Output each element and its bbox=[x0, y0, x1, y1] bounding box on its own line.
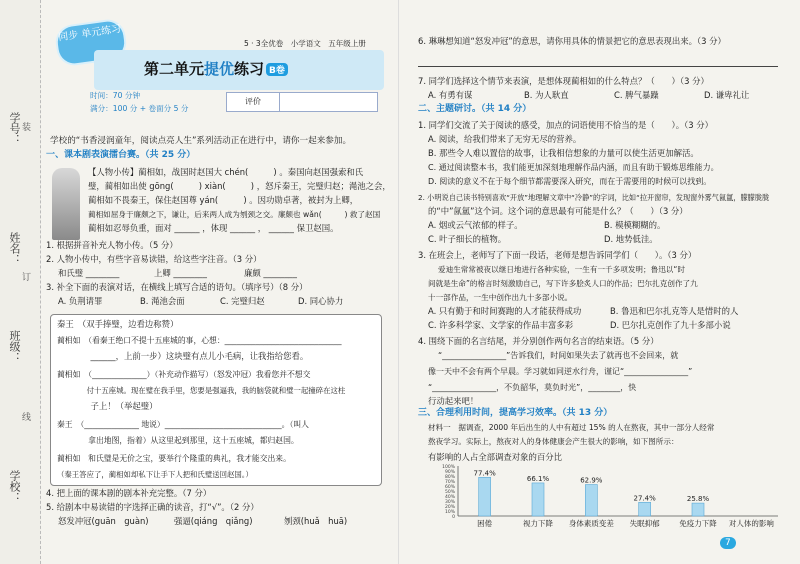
quote-line: 十一部作品，一生中创作出九十多部小说。 bbox=[428, 293, 573, 302]
s2-q2-cont: 的“中”氤氲”这个词。这个词的意思最有可能是什么？（ ）（3 分） bbox=[428, 206, 688, 216]
y-tick-label: 70% bbox=[444, 480, 455, 485]
s2-q3-option: A. 只有勤于和时间赛跑的人才能获得成功 bbox=[428, 306, 582, 316]
q7-option: A. 有勇有谋 bbox=[428, 90, 473, 100]
y-tick-label: 60% bbox=[444, 485, 455, 490]
x-tick-label: 免疫力下降 bbox=[679, 519, 717, 528]
intro-text: 学校的“书香浸润童年，阅读点亮人生”系列活动正在进行中，请你一起来参加。 bbox=[50, 136, 352, 146]
y-tick-label: 100% bbox=[442, 465, 455, 470]
binding-margin bbox=[0, 0, 41, 564]
bar bbox=[639, 502, 651, 516]
level-chip: B卷 bbox=[266, 63, 288, 76]
s2-q4-line: 行动起来吧！ bbox=[428, 396, 479, 406]
cut-mark-3: 线 bbox=[22, 413, 32, 423]
quote-line: 爱迪生常常被夜以继日地进行各种实验，一生有一千多项发明；鲁迅以“时 bbox=[438, 265, 685, 274]
bio-line: 蔺相如屈身于廉颇之下，谦让，后来两人成为刎颈之交。廉颇也 wǎn( ) 救了赵国 bbox=[88, 210, 381, 219]
x-tick-label: 困倦 bbox=[477, 519, 493, 528]
s2-q2-option: D. 地势低洼。 bbox=[604, 234, 658, 244]
s2-q4-line: “________________”告诉我们，时间如果失去了就再也不会回来，就 bbox=[438, 351, 679, 360]
bio-line: 蔺相如不畏秦王，保住赵国尊 yán( ) 。因功勋卓著，被封为上卿， bbox=[88, 195, 359, 205]
bar bbox=[692, 503, 704, 516]
score-info: 满分：100 分 + 卷面分 5 分 bbox=[90, 104, 189, 113]
y-tick-label: 50% bbox=[444, 490, 455, 495]
bar bbox=[585, 485, 597, 516]
dialog-line: 拿出地图，指着）从这里起到那里，这十五座城，都归赵国。 bbox=[57, 436, 299, 445]
q3: 3. 补全下面的表演对话，在横线上填写合适的语句。（填序号）（8 分） bbox=[46, 282, 308, 292]
statue-image bbox=[52, 168, 80, 240]
s2-q1-option: D. 阅读的意义不在于每个细节都需要深入研究，而在于需要用的时候可以找到。 bbox=[428, 177, 712, 186]
school-label: 学校： bbox=[8, 470, 21, 503]
left-page bbox=[44, 0, 391, 564]
q7: 7. 同学们选择这个情节来表演，是想体现蔺相如的什么特点？（ ）（3 分） bbox=[418, 76, 709, 86]
dialog-line: 蔺相如 （看秦王绝口不提十五座城的事，心想：______________________________ bbox=[57, 336, 342, 345]
dialog-line: 秦王 （双手捧璧，边看边称赞） bbox=[57, 319, 179, 329]
dialog-line: 付十五座城。现在璧在我手里，您要是强逼我，我的脑袋就和璧一起撞碎在这柱 bbox=[57, 386, 346, 395]
x-tick-label: 对人体的影响 bbox=[728, 519, 774, 528]
time-info: 时间：70 分钟 bbox=[90, 91, 141, 100]
s2-q1-option: B. 那些令人难以置信的故事，让我相信想象的力量可以使生活更加解活。 bbox=[428, 148, 699, 158]
y-tick-label: 20% bbox=[444, 505, 455, 510]
chart-title: 有影响的人占全部调查对象的百分比 bbox=[428, 452, 562, 462]
s2-q4: 4. 围绕下面的名言结尾，并分别创作两句名言的结束语。（5 分） bbox=[418, 336, 659, 346]
dialog-line: ______，上前一步）这块璧有点儿小毛病，让我指给您看。 bbox=[57, 351, 309, 361]
page-fold bbox=[398, 0, 399, 564]
dialog-line: 蔺相如 （______________）（补充动作描写）（怒发冲冠）我看您并不想交 bbox=[57, 370, 311, 379]
q3-option: D. 同心协力 bbox=[298, 296, 344, 306]
q5-item: 强逼(qiáng qiǎng) bbox=[174, 516, 253, 526]
q1: 1. 根据拼音补充人物小传。（5 分） bbox=[46, 240, 178, 250]
page-title: 第二单元提优练习 B卷 bbox=[144, 58, 288, 79]
number-label: 学号： bbox=[8, 112, 21, 145]
dialog-line: 秦王 （______________ 地说）______________________________。（叫人 bbox=[57, 420, 309, 429]
bio-line: 蔺相如忍辱负重，面对 ______ ，体现 ______ ， ______ 保卫赵国。 bbox=[88, 223, 339, 233]
evaluation-box[interactable]: 评价 bbox=[226, 92, 378, 112]
s2-q2-option: A. 烟或云气浓郁的样子。 bbox=[428, 220, 523, 230]
q2-word: 和氏璧 ________ bbox=[58, 268, 120, 278]
dialog-line: （秦王答应了，蔺相如却私下让手下人把和氏璧送回赵国。） bbox=[57, 470, 253, 479]
y-tick-label: 0 bbox=[452, 515, 455, 520]
data-label: 27.4% bbox=[633, 494, 656, 503]
y-tick-label: 40% bbox=[444, 495, 455, 500]
x-tick-label: 失眠抑郁 bbox=[629, 519, 660, 528]
s2-q1: 1. 同学们交流了关于阅读的感受，加点的词语使用不恰当的是（ ）。（3 分） bbox=[418, 120, 714, 130]
cut-mark-1: 装 bbox=[22, 123, 32, 133]
q5-item: 怒发冲冠(guān guàn) bbox=[58, 516, 149, 526]
s2-q3-option: D. 巴尔扎克创作了九十多部小说 bbox=[610, 320, 731, 330]
q2-word: 上卿 ________ bbox=[154, 268, 207, 278]
quote-line: 间就是生命”的格言时刻激励自己，写下许多脍炙人口的作品；巴尔扎克创作了九 bbox=[428, 279, 698, 288]
y-tick-label: 90% bbox=[444, 470, 455, 475]
q6: 6. 琳琳想知道“怒发冲冠”的意思，请你用具体的情景把它的意思表现出来。（3 分） bbox=[418, 36, 726, 46]
s2-q2-option: C. 叶子细长的植物。 bbox=[428, 234, 507, 244]
data-label: 77.4% bbox=[473, 469, 496, 478]
data-label: 62.9% bbox=[580, 476, 603, 485]
s2-q4-line: 像一天中不会有两个早晨。学习就如同逆水行舟，谨记“________________” bbox=[428, 367, 693, 376]
q7-option: D. 谦卑礼让 bbox=[704, 90, 750, 100]
sync-badge: 同步 单元练习 bbox=[56, 20, 127, 66]
q5: 5. 给剧本中易读错的字选择正确的读音，打“√”。（2 分） bbox=[46, 502, 259, 512]
x-tick-label: 视力下降 bbox=[523, 519, 553, 528]
s2-q4-line: “________________，不负韶华，莫负时光”，________，快 bbox=[428, 383, 637, 392]
s2-q1-option: A. 阅读，给我们带来了无穷无尽的营养。 bbox=[428, 134, 582, 144]
q5-item: 刎颈(huǎ huā) bbox=[284, 516, 348, 526]
q4: 4. 把上面的课本剧的剧本补充完整。（7 分） bbox=[46, 488, 212, 498]
cut-mark-2: 订 bbox=[22, 273, 32, 283]
y-tick-label: 80% bbox=[444, 475, 455, 480]
q7-option: B. 为人耿直 bbox=[524, 90, 569, 100]
dialog-line: 蔺相如 和氏璧是无价之宝，要举行个隆重的典礼，我才能交出来。 bbox=[57, 454, 291, 463]
q7-option: C. 脾气暴躁 bbox=[614, 90, 659, 100]
section-3-title: 三、合理利用时间，提高学习效率。（共 13 分） bbox=[418, 408, 613, 418]
s2-q2: 2. 小明说自己读书特别喜欢“开放”地理解文章中“冷静”的字词，比如“拉开窗帘，发现窗外雾气氤氲，朦朦胧胧 bbox=[418, 193, 770, 202]
s2-q1-option: C. 通过阅读整本书，我们能更加深刻地理解作品内涵，而且有助于锻炼思维能力。 bbox=[428, 163, 719, 172]
section-1-title: 一、课本剧表演擂台赛。（共 25 分） bbox=[46, 150, 196, 160]
data-label: 66.1% bbox=[526, 474, 550, 483]
material-text: 熬夜学习。实际上，熬夜对人的身体健康会产生很大的影响，如下图所示： bbox=[428, 437, 679, 446]
bio-line: 璧，蔺相如出使 gōng( ) xiàn( ) ，怒斥秦王，完璧归赵；渑池之会， bbox=[88, 181, 391, 191]
s2-q3-option: B. 鲁迅和巴尔扎克等人是惜时的人 bbox=[610, 306, 739, 316]
series-header: 5 · 3全优卷 小学语文 五年级上册 bbox=[244, 39, 366, 48]
x-tick-label: 身体素质变差 bbox=[568, 519, 614, 528]
q2-word: 廉颇 ________ bbox=[244, 268, 297, 278]
q3-option: B. 渑池会面 bbox=[140, 296, 185, 306]
q3-option: A. 负荆请罪 bbox=[58, 296, 103, 306]
bar bbox=[532, 483, 544, 516]
class-label: 班级： bbox=[8, 330, 21, 363]
dialog-line: 子上！（举起璧） bbox=[57, 401, 158, 411]
right-page bbox=[414, 0, 790, 564]
material-text: 材料一 据调查，2000 年后出生的人中有超过 15% 的人在熬夜，其中一部分人经常 bbox=[428, 423, 715, 432]
bar bbox=[479, 477, 491, 516]
name-label: 姓名： bbox=[8, 232, 21, 265]
y-tick-label: 10% bbox=[444, 510, 455, 515]
page-number: 7 bbox=[720, 537, 736, 549]
sleep-impact-chart bbox=[414, 0, 790, 564]
s2-q3-option: C. 许多科学家、文学家的作品丰富多彩 bbox=[428, 320, 574, 330]
data-label: 25.8% bbox=[686, 495, 710, 504]
y-tick-label: 30% bbox=[444, 500, 455, 505]
q2: 2. 人物小传中，有些字音易读错，给这些字注音。（3 分） bbox=[46, 254, 262, 264]
script-dialog-box bbox=[50, 314, 382, 486]
bio-line: 【人物小传】蔺相如，战国时赵国大 chén( ) 。秦国向赵国强索和氏 bbox=[88, 167, 364, 177]
q3-option: C. 完璧归赵 bbox=[220, 296, 265, 306]
s2-q2-option: B. 模模糊糊的。 bbox=[604, 220, 666, 230]
s2-q3: 3. 在班会上，老师写了下面一段话，老师是想告诉同学们（ ）。（3 分） bbox=[418, 250, 697, 260]
section-2-title: 二、主题研讨。（共 14 分） bbox=[418, 104, 532, 114]
